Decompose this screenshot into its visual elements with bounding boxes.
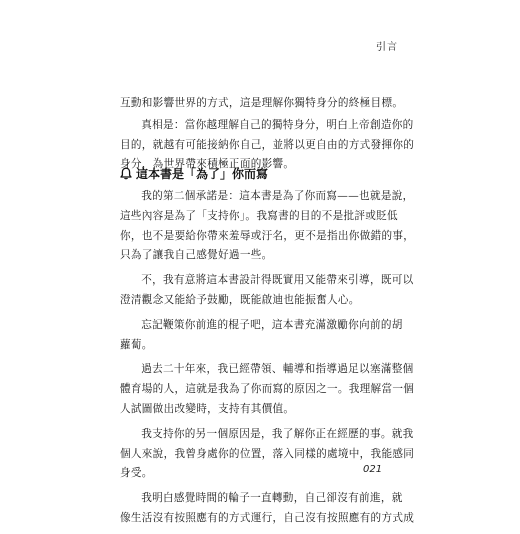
text-line: 身分，為世界帶來積極正面的影響。 — [120, 158, 295, 171]
text-line: 真相是：當你越理解自己的獨特身分，明白上帝創造你的 — [141, 118, 414, 131]
text-line: 你，也不是要給你帶來羞辱或汙名，更不是指出你做錯的事， — [120, 229, 415, 242]
paragraph — [120, 187, 415, 266]
text-line: 個人來說，我曾身處你的位置，落入同樣的處境中，我能感同 — [120, 447, 415, 460]
paragraph — [120, 271, 414, 311]
paragraph — [120, 489, 415, 529]
bell-icon — [120, 167, 132, 180]
section-body — [120, 187, 415, 534]
text-line: 像生活沒有按照應有的方式運行，自己沒有按照應有的方式成 — [120, 511, 415, 524]
text-line: 只為了讓我自己感覺好過一些。 — [120, 249, 273, 262]
page-number: 021 — [363, 464, 383, 475]
text-line: 我的第二個承諾是：這本書是為了你而寫——也就是說， — [141, 190, 414, 202]
section-heading — [120, 165, 268, 182]
text-line: 體育場的人，這就是我為了你而寫的原因之一。我理解當一個 — [120, 383, 415, 396]
text-line: 這些內容是為了「支持你」。我寫書的目的不是批評或貶低 — [120, 209, 398, 222]
text-line: 澄清觀念又能給予鼓勵，既能啟迪也能振奮人心。 — [120, 293, 360, 306]
text-line: 身受。 — [120, 467, 153, 480]
paragraph — [120, 425, 415, 484]
text-line: 過去二十年來，我已經帶領、輔導和指導過足以塞滿整個 — [141, 363, 414, 376]
section-heading-text: 這本書是「為了」你而寫 — [136, 167, 269, 181]
paragraph — [120, 360, 415, 419]
text-line: 忘記鞭策你前進的棍子吧，這本書充滿激勵你向前的胡 — [141, 318, 403, 331]
text-line: 不，我有意將這本書設計得既實用又能帶來引導，既可以 — [141, 274, 414, 287]
text-line: 人試圖做出改變時，支持有其價值。 — [120, 402, 295, 415]
running-head: 引言 — [376, 42, 398, 53]
text-line: 我支持你的另一個原因是，我了解你正在經歷的事。就我 — [141, 427, 414, 440]
text-line: 目的，就越有可能接納你自己，並將以更自由的方式發揮你的 — [120, 138, 415, 151]
text-line: 互動和影響世界的方式，這是理解你獨特身分的終極目標。 — [120, 97, 404, 109]
text-line: 蘿蔔。 — [120, 338, 153, 351]
intro-paragraph-1 — [120, 94, 404, 114]
text-line: 我明白感覺時間的輪子一直轉動，自己卻沒有前進，就 — [141, 492, 403, 505]
paragraph — [120, 316, 403, 356]
